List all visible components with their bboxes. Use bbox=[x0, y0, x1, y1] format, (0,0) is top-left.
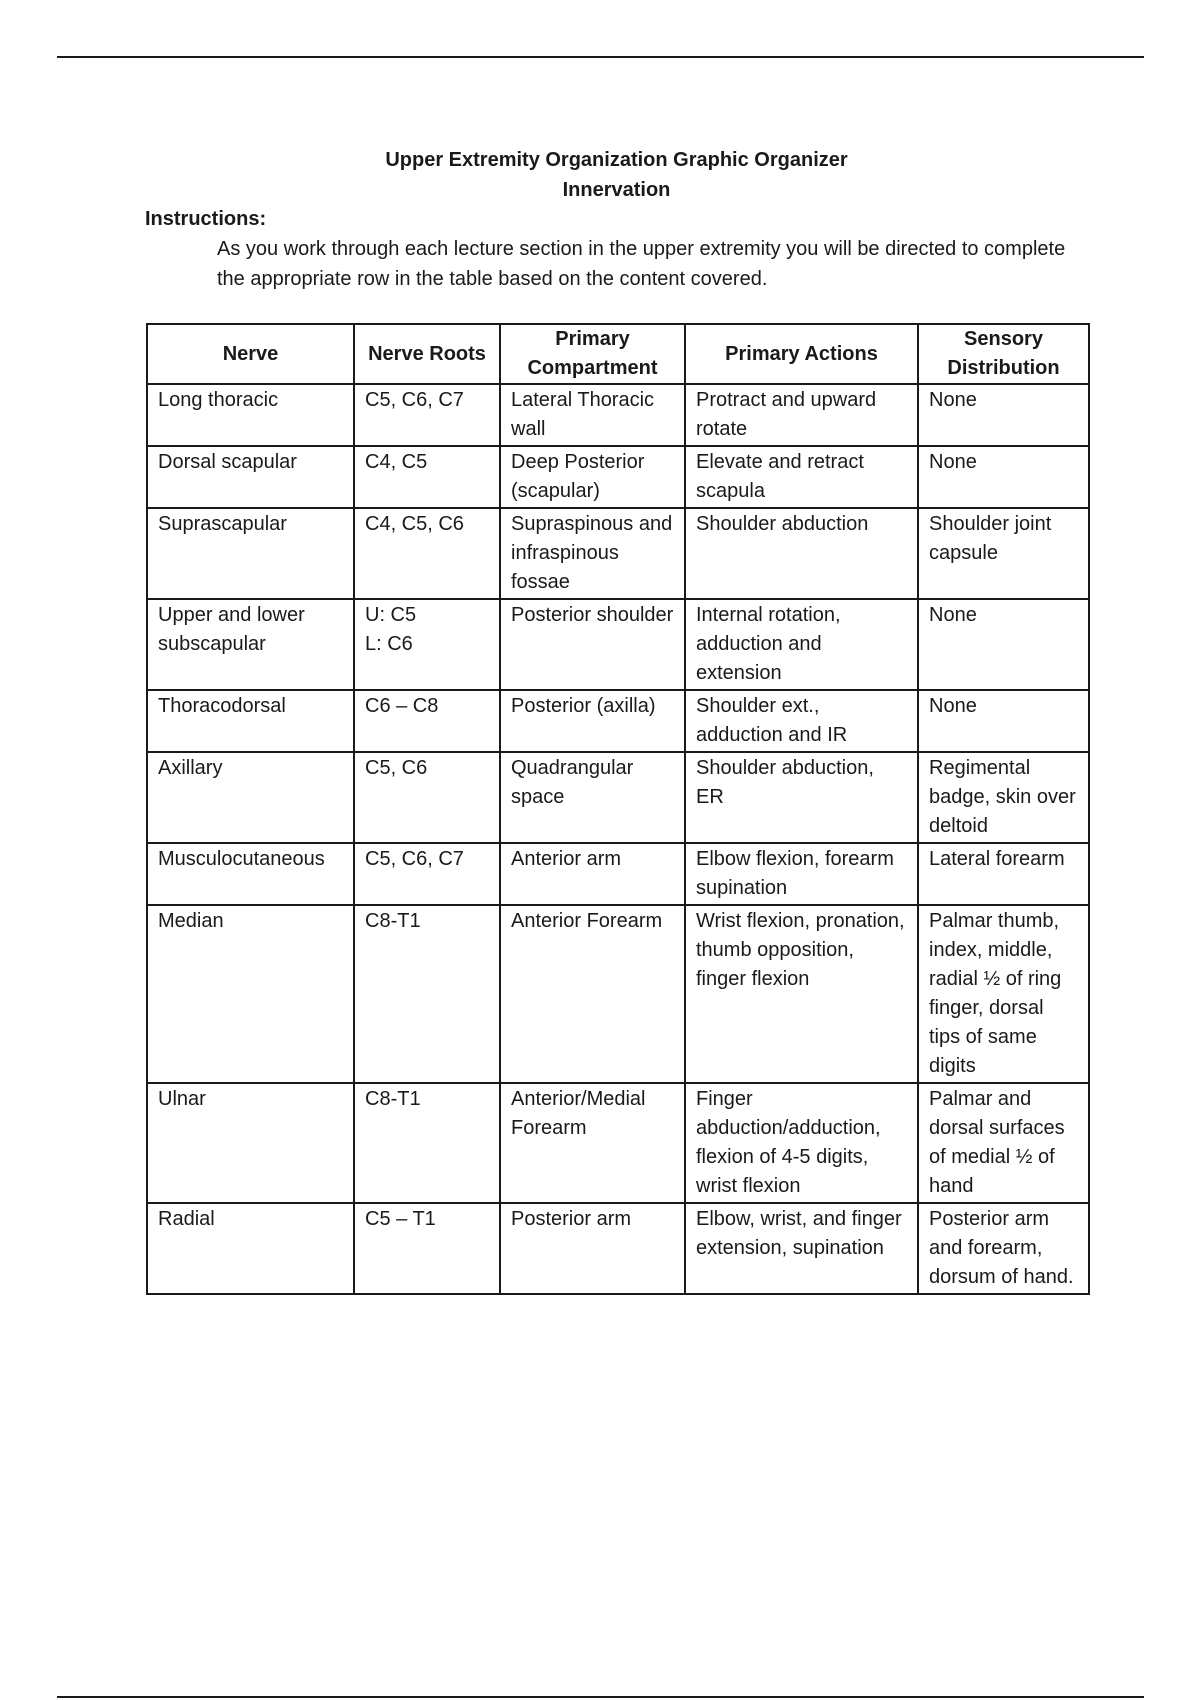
cell-nerve: Radial bbox=[147, 1203, 354, 1294]
instructions-label: Instructions: bbox=[145, 208, 267, 230]
table-row bbox=[147, 752, 1089, 843]
cell-nerve: Musculocutaneous bbox=[147, 843, 354, 905]
cell-actions: Wrist flexion, pronation, thumb opposition, finger flexion bbox=[685, 905, 918, 1083]
cell-actions: Shoulder abduction, ER bbox=[685, 752, 918, 843]
cell-actions: Protract and upward rotate bbox=[685, 384, 918, 446]
cell-nerve: Suprascapular bbox=[147, 508, 354, 599]
cell-actions: Finger abduction/adduction, flexion of 4-5 digits, wrist flexion bbox=[685, 1083, 918, 1203]
header-rule bbox=[57, 56, 1144, 58]
cell-sensory: None bbox=[918, 446, 1089, 508]
table-row bbox=[147, 843, 1089, 905]
cell-roots: C5, C6, C7 bbox=[354, 843, 500, 905]
cell-compartment: Anterior arm bbox=[500, 843, 685, 905]
table-row bbox=[147, 508, 1089, 599]
cell-sensory: Shoulder joint capsule bbox=[918, 508, 1089, 599]
cell-sensory: Regimental badge, skin over deltoid bbox=[918, 752, 1089, 843]
table-row bbox=[147, 384, 1089, 446]
cell-compartment: Posterior shoulder bbox=[500, 599, 685, 690]
cell-roots: C4, C5, C6 bbox=[354, 508, 500, 599]
table-row bbox=[147, 905, 1089, 1083]
cell-actions: Elbow, wrist, and finger extension, supination bbox=[685, 1203, 918, 1294]
cell-sensory: None bbox=[918, 384, 1089, 446]
header-sensory-distribution: Sensory Distribution bbox=[918, 324, 1089, 384]
cell-roots: C5 – T1 bbox=[354, 1203, 500, 1294]
cell-nerve: Axillary bbox=[147, 752, 354, 843]
cell-actions: Shoulder abduction bbox=[685, 508, 918, 599]
instructions-text: As you work through each lecture section in the upper extremity you will be directed to complete the appropriate row in the table based on the content covered. bbox=[217, 238, 1066, 290]
header-primary-actions: Primary Actions bbox=[685, 324, 918, 384]
cell-compartment: Supraspinous and infraspinous fossae bbox=[500, 508, 685, 599]
header-nerve: Nerve bbox=[147, 324, 354, 384]
cell-roots: C5, C6, C7 bbox=[354, 384, 500, 446]
footer-rule bbox=[57, 1696, 1144, 1698]
cell-actions: Elevate and retract scapula bbox=[685, 446, 918, 508]
cell-sensory: None bbox=[918, 599, 1089, 690]
header-primary-compartment: Primary Compartment bbox=[500, 324, 685, 384]
cell-roots: C4, C5 bbox=[354, 446, 500, 508]
cell-actions: Elbow flexion, forearm supination bbox=[685, 843, 918, 905]
cell-roots: U: C5 L: C6 bbox=[354, 599, 500, 690]
cell-roots: C6 – C8 bbox=[354, 690, 500, 752]
cell-sensory: Posterior arm and forearm, dorsum of hand. bbox=[918, 1203, 1089, 1294]
cell-sensory: None bbox=[918, 690, 1089, 752]
cell-nerve: Thoracodorsal bbox=[147, 690, 354, 752]
table-row bbox=[147, 599, 1089, 690]
cell-roots: C5, C6 bbox=[354, 752, 500, 843]
header-nerve-roots: Nerve Roots bbox=[354, 324, 500, 384]
table-row bbox=[147, 1203, 1089, 1294]
cell-compartment: Anterior Forearm bbox=[500, 905, 685, 1083]
table-header-row bbox=[147, 324, 1089, 384]
innervation-table bbox=[146, 323, 1090, 1295]
table-row bbox=[147, 1083, 1089, 1203]
table-row bbox=[147, 690, 1089, 752]
cell-compartment: Posterior arm bbox=[500, 1203, 685, 1294]
cell-nerve: Long thoracic bbox=[147, 384, 354, 446]
cell-sensory: Palmar thumb, index, middle, radial ½ of ring finger, dorsal tips of same digits bbox=[918, 905, 1089, 1083]
page-subtitle: Innervation bbox=[562, 179, 671, 201]
cell-actions: Shoulder ext., adduction and IR bbox=[685, 690, 918, 752]
cell-nerve: Dorsal scapular bbox=[147, 446, 354, 508]
cell-compartment: Lateral Thoracic wall bbox=[500, 384, 685, 446]
cell-sensory: Palmar and dorsal surfaces of medial ½ of hand bbox=[918, 1083, 1089, 1203]
cell-actions: Internal rotation, adduction and extension bbox=[685, 599, 918, 690]
cell-roots: C8-T1 bbox=[354, 905, 500, 1083]
cell-nerve: Ulnar bbox=[147, 1083, 354, 1203]
cell-nerve: Median bbox=[147, 905, 354, 1083]
cell-compartment: Quadrangular space bbox=[500, 752, 685, 843]
cell-compartment: Posterior (axilla) bbox=[500, 690, 685, 752]
cell-roots: C8-T1 bbox=[354, 1083, 500, 1203]
table-row bbox=[147, 446, 1089, 508]
cell-compartment: Deep Posterior (scapular) bbox=[500, 446, 685, 508]
cell-compartment: Anterior/Medial Forearm bbox=[500, 1083, 685, 1203]
cell-nerve: Upper and lower subscapular bbox=[147, 599, 354, 690]
page-title: Upper Extremity Organization Graphic Organizer bbox=[385, 149, 848, 171]
cell-sensory: Lateral forearm bbox=[918, 843, 1089, 905]
